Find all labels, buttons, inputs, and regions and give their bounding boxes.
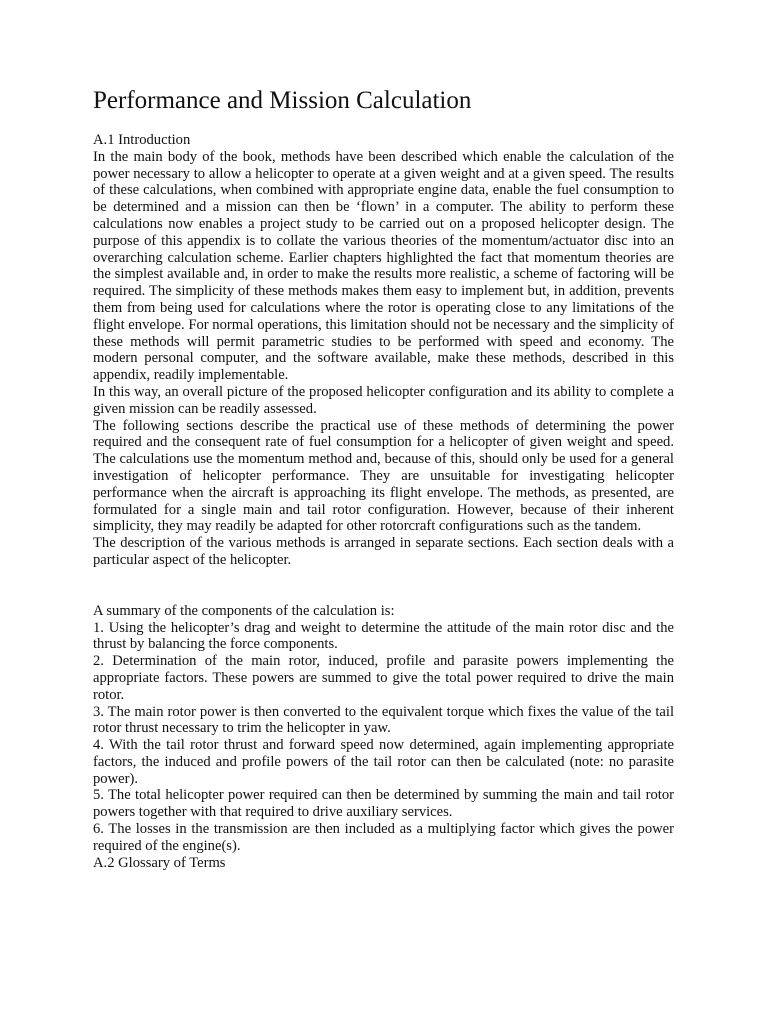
intro-paragraph-3: The following sections describe the practical use of these methods of determining the power required and the consequent rate of fuel consumption for a helicopter of given weight and speed. The calculations use the momentum method and, because of this, should only be used for a general investigation of helicopter performance. They are unsuitable for investigating helicopter performance when the aircraft is approaching its flight envelope. The methods, as presented, are formulated for a single main and tail rotor configuration. However, because of their inherent simplicity, they may readily be adapted for other rotorcraft configurations such as the tandem. [93, 417, 674, 535]
summary-item-1: 1. Using the helicopter’s drag and weight to determine the attitude of the main rotor disc and the thrust by balancing the force components. [93, 619, 674, 653]
summary-item-3: 3. The main rotor power is then converted to the equivalent torque which fixes the value of the tail rotor thrust necessary to trim the helicopter in yaw. [93, 703, 674, 737]
page-title: Performance and Mission Calculation [93, 87, 472, 114]
intro-paragraph-4: The description of the various methods is arranged in separate sections. Each section deals with a particular aspect of the helicopter. [93, 535, 674, 568]
section-heading-a1: A.1 Introduction [93, 132, 191, 148]
summary-section [93, 603, 674, 872]
summary-item-6: 6. The losses in the transmission are then included as a multiplying factor which gives the power required of the engine(s). [93, 821, 674, 854]
summary-item-5: 5. The total helicopter power required can then be determined by summing the main and tail rotor powers together with that required to drive auxiliary services. [93, 787, 674, 821]
section-heading-a2: A.2 Glossary of Terms [93, 854, 226, 871]
intro-paragraph-1: In the main body of the book, methods have been described which enable the calculation of the power necessary to allow a helicopter to operate at a given weight and at a given speed. The results of these calculations, when combined with appropriate engine data, enable the fuel consumption to be determined and a mission can then be ‘flown’ in a computer. The ability to perform these calculations now enables a project study to be carried out on a proposed helicopter design. The purpose of this appendix is to collate the various theories of the momentum/actuator disc into an overarching calculation scheme. Earlier chapters highlighted the fact that momentum theories are the simplest available and, in order to make the results more realistic, a scheme of factoring will be required. The simplicity of these methods makes them easy to implement but, in addition, prevents them from being used for calculations where the rotor is operating close to any limitations of the flight envelope. For normal operations, this limitation should not be necessary and the simplicity of these methods will permit parametric studies to be performed with speed and economy. The modern personal computer, and the software available, make these methods, described in this appendix, readily implementable. [93, 148, 674, 384]
summary-intro: A summary of the components of the calculation is: [93, 602, 395, 619]
summary-item-4: 4. With the tail rotor thrust and forward speed now determined, again implementing appropriate factors, the induced and profile powers of the tail rotor can then be calculated (note: no parasite power). [93, 737, 674, 787]
section-spacer [93, 569, 674, 603]
introduction-section [93, 132, 674, 569]
intro-paragraph-2: In this way, an overall picture of the proposed helicopter configuration and its ability to complete a given mission can be readily assessed. [93, 383, 674, 417]
summary-item-2: 2. Determination of the main rotor, induced, profile and parasite powers implementing the appropriate factors. These powers are summed to give the total power required to drive the main rotor. [93, 653, 674, 703]
